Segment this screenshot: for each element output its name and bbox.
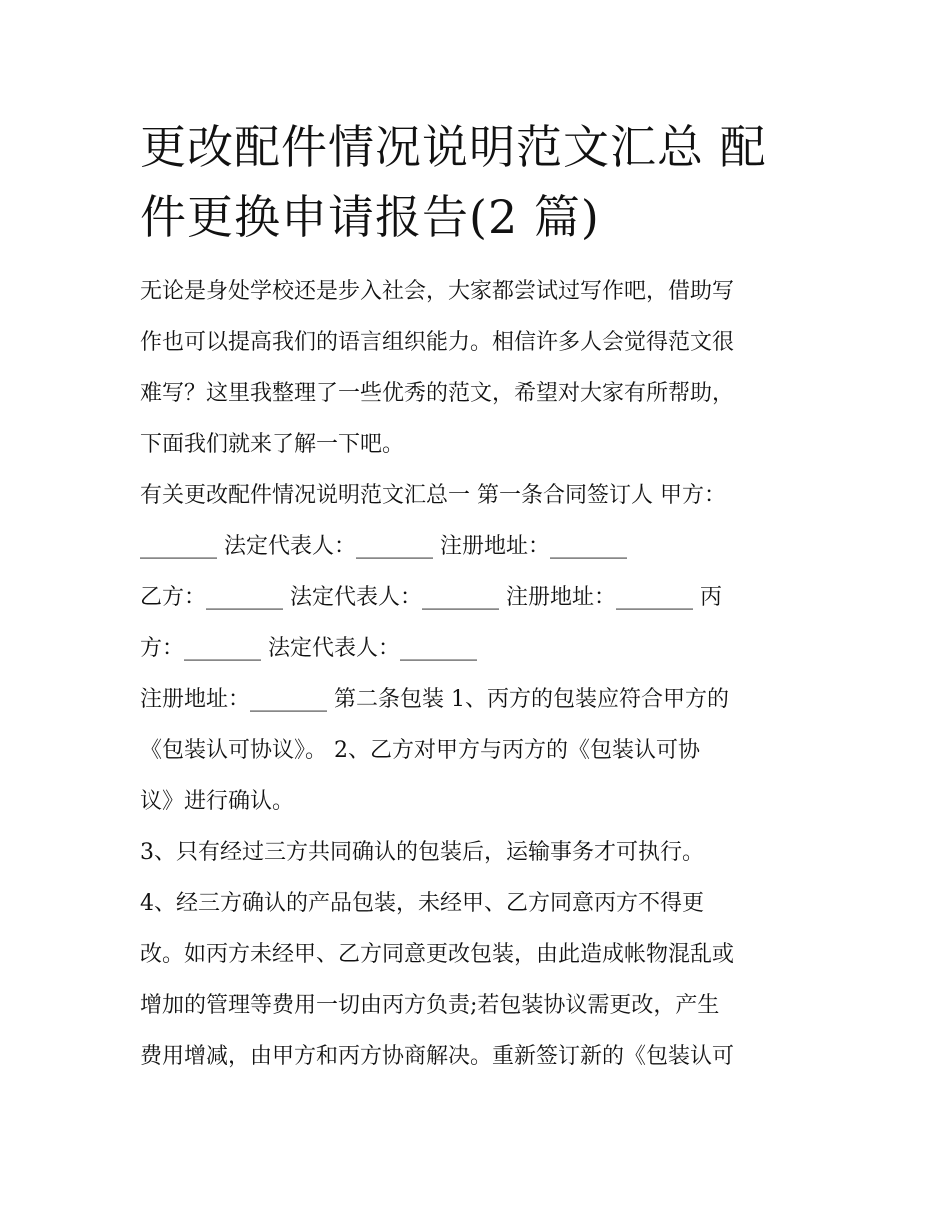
- body-line: 方：_______ 法定代表人：_______: [140, 636, 477, 661]
- body-line: 改。如丙方未经甲、乙方同意更改包装，由此造成帐物混乱或: [140, 942, 735, 967]
- document-body: [140, 266, 820, 1082]
- document-page: [140, 112, 820, 1082]
- body-line: _______ 法定代表人：_______ 注册地址：_______: [140, 534, 627, 559]
- body-line: 难写？这里我整理了一些优秀的范文，希望对大家有所帮助，: [140, 381, 735, 406]
- body-line: 增加的管理等费用一切由丙方负责;若包装协议需更改，产生: [140, 993, 720, 1018]
- body-line: 议》进行确认。: [140, 789, 295, 814]
- body-line: 3、只有经过三方共同确认的包装后，运输事务才可执行。: [140, 840, 704, 865]
- body-line: 作也可以提高我们的语言组织能力。相信许多人会觉得范文很: [140, 330, 735, 355]
- body-line: 费用增减，由甲方和丙方协商解决。重新签订新的《包装认可: [140, 1044, 735, 1069]
- body-line: 注册地址：_______ 第二条包装 1、丙方的包装应符合甲方的: [140, 687, 729, 712]
- body-line: 4、经三方确认的产品包装，未经甲、乙方同意丙方不得更: [140, 891, 704, 916]
- body-line: 《包装认可协议》。 2、乙方对甲方与丙方的《包装认可协: [140, 738, 700, 763]
- body-line: 有关更改配件情况说明范文汇总一 第一条合同签订人 甲方：: [140, 483, 726, 508]
- document-title: 更改配件情况说明范文汇总 配 件更换申请报告(2 篇): [140, 120, 767, 244]
- body-line: 下面我们就来了解一下吧。: [140, 432, 405, 457]
- body-line: 无论是身处学校还是步入社会，大家都尝试过写作吧，借助写: [140, 279, 735, 304]
- body-line: 乙方：_______ 法定代表人：_______ 注册地址：_______ 丙: [140, 585, 722, 610]
